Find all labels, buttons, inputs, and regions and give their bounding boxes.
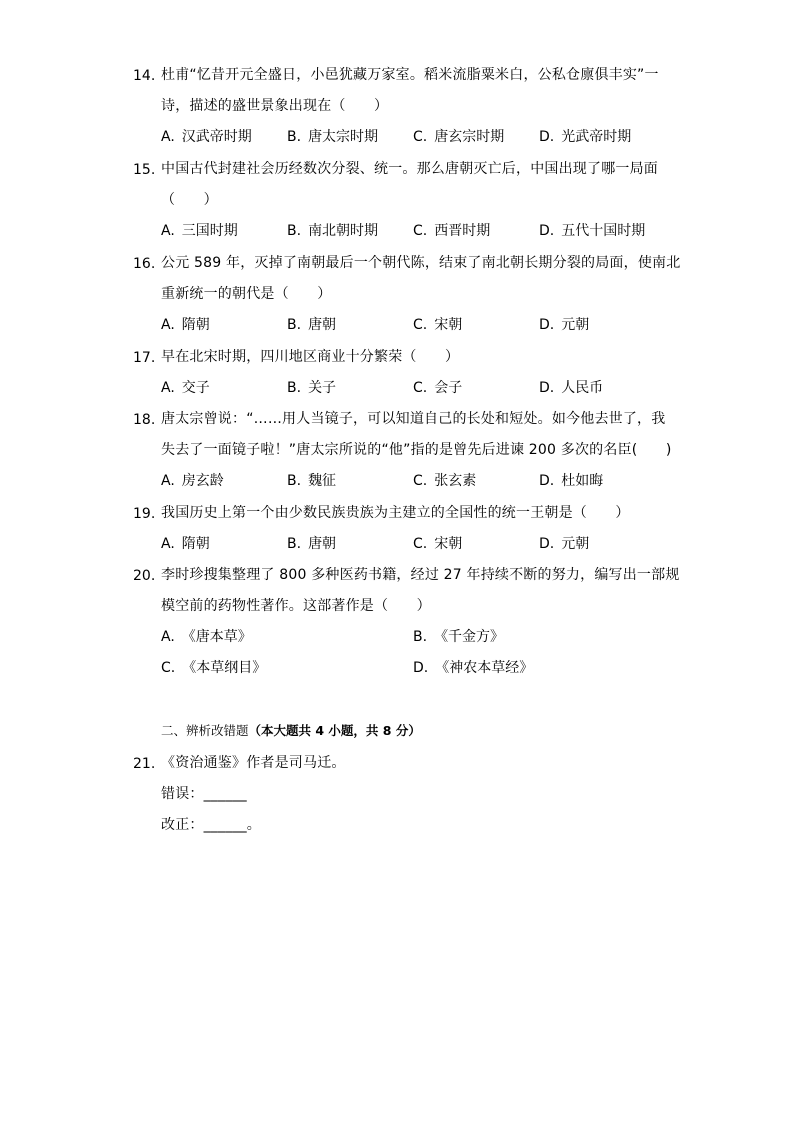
question-14 [133,60,663,153]
option-c[interactable] [161,653,266,684]
option-text: 宋朝 [434,317,463,333]
option-label: C. [413,317,428,333]
option-text: 南北朝时期 [308,223,379,239]
option-label: C. [413,536,428,552]
options-row [161,529,663,560]
options-row [161,216,663,247]
option-text: 宋朝 [434,536,463,552]
option-d[interactable] [539,310,589,341]
option-b[interactable] [287,373,336,404]
option-a[interactable] [161,216,238,247]
option-text: 张玄素 [434,473,477,489]
option-a[interactable] [161,529,210,560]
options-row [161,622,663,653]
option-label: C. [413,223,428,239]
option-label: A. [161,317,175,333]
stem-line: 唐太宗曾说：“……用人当镜子，可以知道自己的长处和短处。如今他去世了，我 [161,411,666,427]
option-label: D. [413,660,429,676]
option-d[interactable] [413,653,533,684]
option-text: 三国时期 [181,223,238,239]
section-info: （本大题共 4 小题，共 8 分） [248,723,421,738]
option-label: C. [161,660,176,676]
option-text: 关子 [308,380,337,396]
option-a[interactable] [161,310,210,341]
option-label: C. [413,473,428,489]
option-text: 唐朝 [308,317,337,333]
option-b[interactable] [287,216,378,247]
question-21 [133,748,663,841]
question-stem [161,248,681,310]
option-text: 元朝 [561,317,590,333]
options-row [161,122,663,153]
question-stem [161,498,663,529]
question-stem [161,560,680,622]
question-number: 20. [133,568,156,584]
option-c[interactable] [413,529,462,560]
option-c[interactable] [413,216,490,247]
option-c[interactable] [413,122,504,153]
option-label: D. [539,380,555,396]
option-text: 《唐本草》 [181,629,252,645]
option-label: B. [287,317,302,333]
option-text: 隋朝 [181,536,210,552]
option-b[interactable] [413,622,504,653]
error-blank[interactable]: 错误：______ [161,786,247,802]
option-label: A. [161,629,175,645]
question-number: 15. [133,162,156,178]
option-text: 《千金方》 [434,629,505,645]
question-stem [161,404,672,466]
section-heading [161,721,421,741]
option-label: B. [413,629,428,645]
option-text: 汉武帝时期 [181,129,252,145]
stem-line: 模空前的药物性著作。这部著作是（ ） [161,598,431,614]
question-17 [133,342,663,404]
option-label: A. [161,223,175,239]
option-text: 杜如晦 [561,473,604,489]
option-d[interactable] [539,216,645,247]
option-text: 会子 [434,380,463,396]
question-number: 14. [133,68,156,84]
question-19 [133,498,663,560]
option-label: B. [287,536,302,552]
option-text: 唐朝 [308,536,337,552]
stem-line: 杜甫“忆昔开元全盛日，小邑犹藏万家室。稻米流脂粟米白，公私仓廪俱丰实”一 [161,67,659,83]
option-label: B. [287,380,302,396]
option-d[interactable] [539,122,631,153]
option-label: C. [413,129,428,145]
question-20 [133,560,680,684]
option-text: 人民币 [561,380,604,396]
option-text: 光武帝时期 [561,129,632,145]
question-stem [161,154,663,216]
option-label: D. [539,223,555,239]
option-b[interactable] [287,122,378,153]
option-a[interactable] [161,466,224,497]
option-text: 《神农本草经》 [435,660,534,676]
option-label: D. [539,129,555,145]
stem-line: （ ） [161,192,218,208]
option-label: B. [287,129,302,145]
option-b[interactable] [287,529,336,560]
option-label: B. [287,223,302,239]
option-label: A. [161,536,175,552]
option-c[interactable] [413,373,462,404]
correction-blank[interactable]: 改正：______。 [161,817,261,833]
question-stem [161,342,663,373]
option-label: D. [539,536,555,552]
option-d[interactable] [539,529,589,560]
option-text: 《本草纲目》 [182,660,267,676]
stem-line: 公元 589 年，灭掉了南朝最后一个朝代陈，结束了南北朝长期分裂的局面，使南北 [161,255,681,271]
options-row [161,310,663,341]
question-16 [133,248,681,341]
option-d[interactable] [539,373,603,404]
question-15 [133,154,663,247]
option-text: 五代十国时期 [561,223,646,239]
stem-line: 诗，描述的盛世景象出现在（ ） [161,98,389,114]
option-text: 西晋时期 [434,223,491,239]
option-label: D. [539,317,555,333]
option-c[interactable] [413,466,476,497]
question-number: 19. [133,506,156,522]
stem-line: 失去了一面镜子啦！”唐太宗所说的“他”指的是曾先后进谏 200 多次的名臣( ) [161,442,672,458]
option-a[interactable] [161,373,210,404]
question-number: 18. [133,412,156,428]
stem-line: 《资治通鉴》作者是司马迁。 [161,755,346,771]
option-text: 元朝 [561,536,590,552]
option-text: 房玄龄 [181,473,224,489]
option-b[interactable] [287,466,336,497]
option-text: 唐太宗时期 [308,129,379,145]
options-row [161,653,663,684]
question-stem [161,748,663,841]
stem-line: 李时珍搜集整理了 800 多种医药书籍，经过 27 年持续不断的努力，编写出一部规 [161,567,680,583]
option-c[interactable] [413,310,462,341]
question-number: 17. [133,350,156,366]
option-a[interactable] [161,122,252,153]
option-label: A. [161,473,175,489]
question-number: 16. [133,256,156,272]
section-title: 二、辨析改错题 [161,723,249,738]
option-label: C. [413,380,428,396]
stem-line: 我国历史上第一个由少数民族贵族为主建立的全国性的统一王朝是（ ） [161,505,630,521]
option-d[interactable] [539,466,603,497]
question-18 [133,404,672,497]
option-label: D. [539,473,555,489]
option-b[interactable] [287,310,336,341]
stem-line: 早在北宋时期，四川地区商业十分繁荣（ ） [161,349,460,365]
options-row [161,373,663,404]
stem-line: 中国古代封建社会历经数次分裂、统一。那么唐朝灭亡后，中国出现了哪一局面 [161,161,658,177]
option-text: 唐玄宗时期 [434,129,505,145]
option-label: A. [161,129,175,145]
option-label: B. [287,473,302,489]
option-text: 交子 [181,380,210,396]
stem-line: 重新统一的朝代是（ ） [161,286,332,302]
question-number: 21. [133,756,156,772]
option-text: 隋朝 [181,317,210,333]
question-stem [161,60,663,122]
option-a[interactable] [161,622,252,653]
option-text: 魏征 [308,473,337,489]
options-row [161,466,663,497]
option-label: A. [161,380,175,396]
